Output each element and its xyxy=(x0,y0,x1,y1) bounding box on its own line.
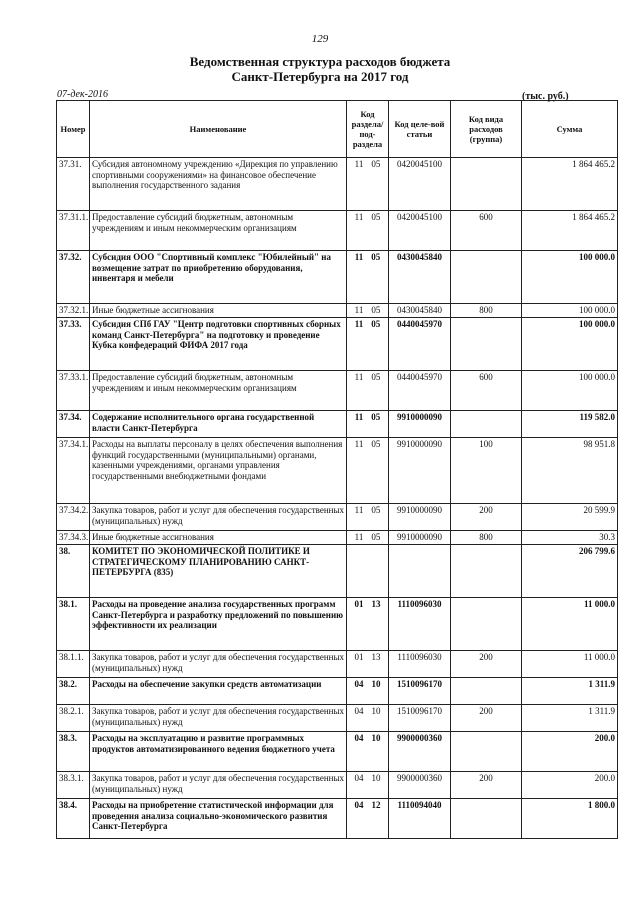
row-name: Закупка товаров, работ и услуг для обеспечения государственных (муниципальных) нужд xyxy=(90,772,347,799)
row-number: 38.2. xyxy=(57,678,90,705)
row-section-code xyxy=(347,251,389,304)
row-amount: 1 864 465.2 xyxy=(522,158,618,211)
row-expense-type: 600 xyxy=(451,371,522,411)
units-label: (тыс. руб.) xyxy=(522,91,569,102)
document-date: 07-дек-2016 xyxy=(57,89,108,100)
table-row xyxy=(57,304,618,318)
row-amount: 200.0 xyxy=(522,732,618,772)
subsection-code: 05 xyxy=(371,305,381,315)
row-section-code xyxy=(347,799,389,839)
row-amount: 11 000.0 xyxy=(522,651,618,678)
row-name: Предоставление субсидий бюджетным, автономным учреждениям и иным некоммерческим организациям xyxy=(90,371,347,411)
page-number: 129 xyxy=(311,33,329,45)
row-target-code: 1110094040 xyxy=(389,799,451,839)
row-amount: 200.0 xyxy=(522,772,618,799)
row-number: 37.31.1. xyxy=(57,211,90,251)
subsection-code: 05 xyxy=(371,505,381,515)
row-number: 38.2.1. xyxy=(57,705,90,732)
row-expense-type: 200 xyxy=(451,772,522,799)
row-section-code xyxy=(347,545,389,598)
header-expense-type: Код вида расходов (группа) xyxy=(451,101,522,158)
section-code: 04 xyxy=(354,679,364,689)
row-amount: 1 311.9 xyxy=(522,705,618,732)
section-code: 01 xyxy=(354,599,364,609)
row-section-code xyxy=(347,158,389,211)
row-number: 37.32. xyxy=(57,251,90,304)
row-number: 38.3. xyxy=(57,732,90,772)
row-expense-type xyxy=(451,545,522,598)
budget-table xyxy=(56,100,618,839)
row-name: Расходы на проведение анализа государственных программ Санкт-Петербурга и разработку предложений по повышению эффективности их реализации xyxy=(90,598,347,651)
row-target-code: 9900000360 xyxy=(389,732,451,772)
title-line-1: Ведомственная структура расходов бюджета xyxy=(189,54,451,69)
table-row xyxy=(57,504,618,531)
section-code: 11 xyxy=(354,252,364,262)
row-number: 37.32.1. xyxy=(57,304,90,318)
row-name: Закупка товаров, работ и услуг для обеспечения государственных (муниципальных) нужд xyxy=(90,705,347,732)
section-code: 04 xyxy=(354,800,364,810)
row-section-code xyxy=(347,371,389,411)
subsection-code: 05 xyxy=(371,212,381,222)
subsection-code: 13 xyxy=(371,599,381,609)
row-target-code: 9910000090 xyxy=(389,411,451,438)
row-name: Расходы на приобретение статистической информации для проведения анализа социально-экономического развития Санкт-Петербурга xyxy=(90,799,347,839)
row-target-code: 9900000360 xyxy=(389,772,451,799)
row-target-code xyxy=(389,545,451,598)
row-target-code: 1510096170 xyxy=(389,678,451,705)
section-code: 04 xyxy=(354,773,364,783)
row-expense-type: 200 xyxy=(451,705,522,732)
row-expense-type: 200 xyxy=(451,504,522,531)
section-code: 11 xyxy=(354,505,364,515)
row-amount: 1 311.9 xyxy=(522,678,618,705)
row-section-code xyxy=(347,304,389,318)
row-expense-type xyxy=(451,598,522,651)
section-code: 04 xyxy=(354,706,364,716)
row-target-code: 9910000090 xyxy=(389,504,451,531)
row-section-code xyxy=(347,772,389,799)
section-code: 11 xyxy=(354,372,364,382)
row-amount: 100 000.0 xyxy=(522,371,618,411)
section-code: 11 xyxy=(354,305,364,315)
row-expense-type xyxy=(451,799,522,839)
row-number: 38. xyxy=(57,545,90,598)
row-number: 37.33. xyxy=(57,318,90,371)
row-section-code xyxy=(347,504,389,531)
table-row xyxy=(57,531,618,545)
table-row xyxy=(57,438,618,504)
section-code: 11 xyxy=(354,159,364,169)
row-number: 37.34. xyxy=(57,411,90,438)
table-row xyxy=(57,651,618,678)
table-row xyxy=(57,211,618,251)
document-title xyxy=(0,54,640,84)
table-row xyxy=(57,705,618,732)
table-row xyxy=(57,732,618,772)
row-expense-type xyxy=(451,732,522,772)
section-code: 11 xyxy=(354,212,364,222)
table-row xyxy=(57,799,618,839)
table-row xyxy=(57,598,618,651)
row-section-code xyxy=(347,598,389,651)
row-name: Закупка товаров, работ и услуг для обеспечения государственных (муниципальных) нужд xyxy=(90,504,347,531)
subsection-code: 12 xyxy=(371,800,381,810)
section-code: 11 xyxy=(354,412,364,422)
row-target-code: 9910000090 xyxy=(389,531,451,545)
row-number: 37.34.1. xyxy=(57,438,90,504)
row-section-code xyxy=(347,411,389,438)
row-expense-type xyxy=(451,251,522,304)
row-section-code xyxy=(347,732,389,772)
row-name: Предоставление субсидий бюджетным, автономным учреждениям и иным некоммерческим организациям xyxy=(90,211,347,251)
row-name: Субсидия автономному учреждению «Дирекция по управлению спортивными сооружениями» на финансовое обеспечение выполнения государственного задания xyxy=(90,158,347,211)
table-row xyxy=(57,251,618,304)
subsection-code: 10 xyxy=(371,706,381,716)
subsection-code: 05 xyxy=(371,252,381,262)
row-name: Субсидия ООО "Спортивный комплекс "Юбилейный" на возмещение затрат по приобретению оборудования, инвентаря и мебели xyxy=(90,251,347,304)
row-number: 37.34.3. xyxy=(57,531,90,545)
header-target: Код целе-вой статьи xyxy=(389,101,451,158)
header-section: Код раздела/ под-раздела xyxy=(347,101,389,158)
header-number: Номер xyxy=(57,101,90,158)
row-expense-type xyxy=(451,158,522,211)
row-target-code: 0420045100 xyxy=(389,158,451,211)
section-code: 11 xyxy=(354,319,364,329)
row-expense-type: 800 xyxy=(451,304,522,318)
row-expense-type: 800 xyxy=(451,531,522,545)
subsection-code: 05 xyxy=(371,319,381,329)
row-amount: 98 951.8 xyxy=(522,438,618,504)
row-number: 38.4. xyxy=(57,799,90,839)
row-target-code: 1510096170 xyxy=(389,705,451,732)
row-name: Расходы на эксплуатацию и развитие программных продуктов автоматизированного ведения бюджетного учета xyxy=(90,732,347,772)
row-number: 38.1. xyxy=(57,598,90,651)
row-target-code: 1110096030 xyxy=(389,651,451,678)
row-name: Содержание исполнительного органа государственной власти Санкт-Петербурга xyxy=(90,411,347,438)
row-section-code xyxy=(347,318,389,371)
row-amount: 30.3 xyxy=(522,531,618,545)
table-body xyxy=(57,158,618,839)
row-amount: 11 000.0 xyxy=(522,598,618,651)
row-number: 37.31. xyxy=(57,158,90,211)
row-amount: 206 799.6 xyxy=(522,545,618,598)
table-row xyxy=(57,371,618,411)
row-section-code xyxy=(347,678,389,705)
table-row xyxy=(57,158,618,211)
subsection-code: 05 xyxy=(371,159,381,169)
section-code: 11 xyxy=(354,439,364,449)
row-number: 37.33.1. xyxy=(57,371,90,411)
title-line-2: Санкт-Петербурга на 2017 год xyxy=(231,69,409,84)
row-name: Расходы на выплаты персоналу в целях обеспечения выполнения функций государственными (муниципальными) органами, казенными учреждениями, органами управления государственными внебюджетными фондами xyxy=(90,438,347,504)
row-target-code: 0430045840 xyxy=(389,251,451,304)
row-amount: 100 000.0 xyxy=(522,304,618,318)
table-row xyxy=(57,772,618,799)
row-target-code: 0420045100 xyxy=(389,211,451,251)
table-row xyxy=(57,411,618,438)
row-target-code: 0440045970 xyxy=(389,318,451,371)
table-row xyxy=(57,678,618,705)
header-name: Наименование xyxy=(90,101,347,158)
row-name: Субсидия СПб ГАУ "Центр подготовки спортивных сборных команд Санкт-Петербурга" на подготовку и проведение Кубка конфедераций ФИФА 2017 года xyxy=(90,318,347,371)
row-expense-type: 600 xyxy=(451,211,522,251)
section-code: 11 xyxy=(354,532,364,542)
row-target-code: 1110096030 xyxy=(389,598,451,651)
row-expense-type xyxy=(451,411,522,438)
row-name: Закупка товаров, работ и услуг для обеспечения государственных (муниципальных) нужд xyxy=(90,651,347,678)
row-expense-type xyxy=(451,318,522,371)
row-expense-type: 100 xyxy=(451,438,522,504)
subsection-code: 05 xyxy=(371,439,381,449)
table-row xyxy=(57,545,618,598)
row-target-code: 0430045840 xyxy=(389,304,451,318)
row-number: 38.1.1. xyxy=(57,651,90,678)
row-expense-type xyxy=(451,678,522,705)
subsection-code: 10 xyxy=(371,733,381,743)
header-amount: Сумма xyxy=(522,101,618,158)
section-code: 01 xyxy=(354,652,364,662)
row-amount: 100 000.0 xyxy=(522,251,618,304)
row-name: КОМИТЕТ ПО ЭКОНОМИЧЕСКОЙ ПОЛИТИКЕ И СТРАТЕГИЧЕСКОМУ ПЛАНИРОВАНИЮ САНКТ-ПЕТЕРБУРГА (835) xyxy=(90,545,347,598)
subsection-code: 05 xyxy=(371,372,381,382)
row-amount: 119 582.0 xyxy=(522,411,618,438)
row-name: Иные бюджетные ассигнования xyxy=(90,531,347,545)
subsection-code: 10 xyxy=(371,679,381,689)
row-section-code xyxy=(347,705,389,732)
table-row xyxy=(57,318,618,371)
subsection-code: 05 xyxy=(371,412,381,422)
subsection-code: 05 xyxy=(371,532,381,542)
subsection-code: 10 xyxy=(371,773,381,783)
row-name: Иные бюджетные ассигнования xyxy=(90,304,347,318)
row-number: 38.3.1. xyxy=(57,772,90,799)
row-amount: 20 599.9 xyxy=(522,504,618,531)
row-number: 37.34.2. xyxy=(57,504,90,531)
row-target-code: 9910000090 xyxy=(389,438,451,504)
subsection-code: 13 xyxy=(371,652,381,662)
row-amount: 1 864 465.2 xyxy=(522,211,618,251)
section-code: 04 xyxy=(354,733,364,743)
row-target-code: 0440045970 xyxy=(389,371,451,411)
row-expense-type: 200 xyxy=(451,651,522,678)
table-header-row xyxy=(57,101,618,158)
row-section-code xyxy=(347,211,389,251)
row-name: Расходы на обеспечение закупки средств автоматизации xyxy=(90,678,347,705)
row-amount: 1 800.0 xyxy=(522,799,618,839)
row-section-code xyxy=(347,651,389,678)
row-section-code xyxy=(347,438,389,504)
row-amount: 100 000.0 xyxy=(522,318,618,371)
row-section-code xyxy=(347,531,389,545)
